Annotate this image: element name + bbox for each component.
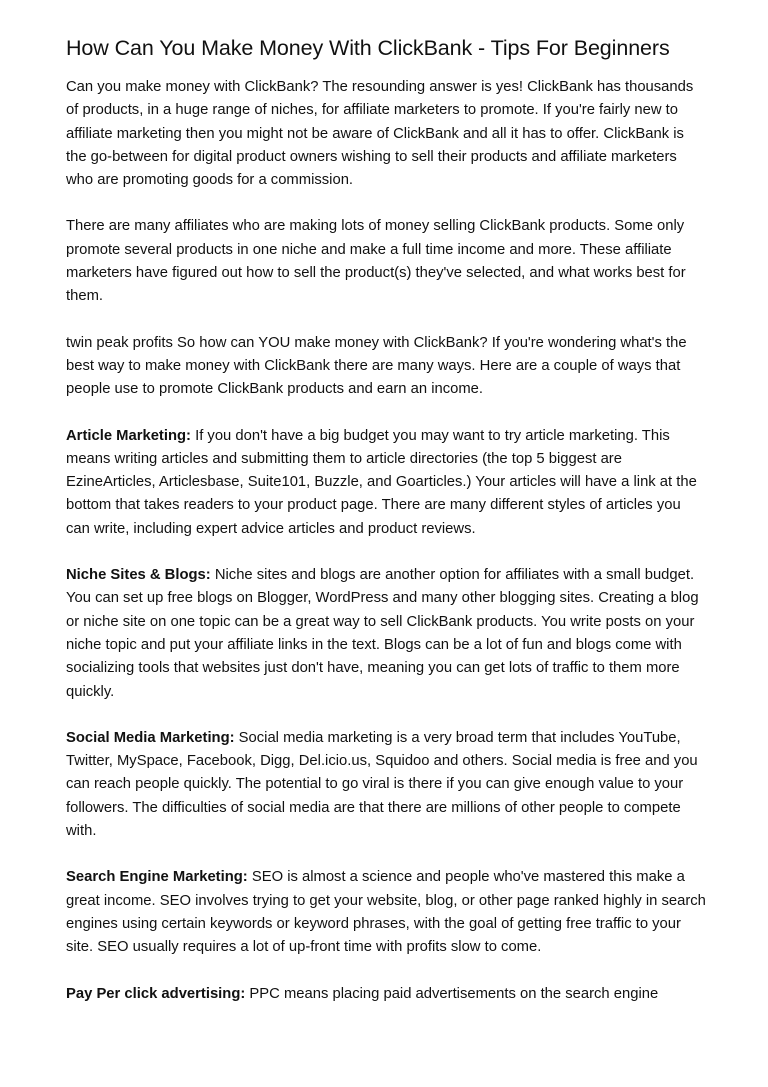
paragraph-text: PPC means placing paid advertisements on the search engine <box>245 985 659 1002</box>
paragraph-lead: Social Media Marketing: <box>66 729 235 746</box>
paragraph-ppc <box>66 983 706 1006</box>
paragraph-affiliates <box>66 215 706 308</box>
paragraph-lead: Article Marketing: <box>66 427 191 444</box>
paragraph-text: twin peak profits So how can YOU make money with ClickBank? If you're wondering what's the best way to make money with ClickBank there are many ways. Here are a couple of ways that people use to promote ClickBank products and earn an income. <box>66 334 687 398</box>
paragraph-how-to <box>66 332 706 402</box>
document-title: How Can You Make Money With ClickBank - Tips For Beginners <box>66 36 670 60</box>
paragraph-text: SEO is almost a science and people who've mastered this make a great income. SEO involves trying to get your website, blog, or other page ranked highly in search engines using certain keywords or keyword phrases, with the goal of getting free traffic to your site. SEO usually requires a lot of up-front time with profits slow to come. <box>66 869 706 956</box>
paragraph-lead: Niche Sites & Blogs: <box>66 567 211 584</box>
paragraph-article-marketing <box>66 425 706 541</box>
paragraph-social-media <box>66 727 706 843</box>
paragraph-search-engine <box>66 866 706 959</box>
paragraph-lead: Search Engine Marketing: <box>66 869 248 886</box>
paragraph-intro <box>66 76 706 192</box>
paragraph-text: There are many affiliates who are making lots of money selling ClickBank products. Some only promote several products in one niche and make a full time income and more. These affiliate marketers have figured out how to sell the product(s) they've selected, and what works best for them. <box>66 218 686 305</box>
document-page <box>66 37 706 1029</box>
paragraph-text: If you don't have a big budget you may want to try article marketing. This means writing articles and submitting them to article directories (the top 5 biggest are EzineArticles, Articlesbase, Suite101, Buzzle, and Goarticles.) Your articles will have a link at the bottom that takes readers to your product page. There are many different styles of articles you can write, including expert advice articles and product reviews. <box>66 427 697 537</box>
paragraph-niche-sites <box>66 564 706 704</box>
paragraph-lead: Pay Per click advertising: <box>66 985 246 1002</box>
paragraph-text: Can you make money with ClickBank? The resounding answer is yes! ClickBank has thousands of products, in a huge range of niches, for affiliate marketers to promote. If you're fairly new to affiliate marketing then you might not be aware of ClickBank and all it has to offer. ClickBank is the go-between for digital product owners wishing to sell their products and affiliate marketers who are promoting goods for a commission. <box>66 79 694 189</box>
paragraph-text: Social media marketing is a very broad term that includes YouTube, Twitter, MySpace, Facebook, Digg, Del.icio.us, Squidoo and others. Social media is free and you can reach people quickly. The potential to go viral is there if you can give enough value to your followers. The difficulties of social media are that there are millions of other people to compete with. <box>66 729 698 840</box>
paragraph-text: Niche sites and blogs are another option for affiliates with a small budget. You can set up free blogs on Blogger, WordPress and many other blogging sites. Creating a blog or niche site on one topic can be a great way to sell ClickBank products. You write posts on your niche topic and put your affiliate links in the text. Blogs can be a lot of fun and blogs come with socializing tools that websites just don't have, meaning you can get lots of traffic to them more quickly. <box>66 567 699 700</box>
